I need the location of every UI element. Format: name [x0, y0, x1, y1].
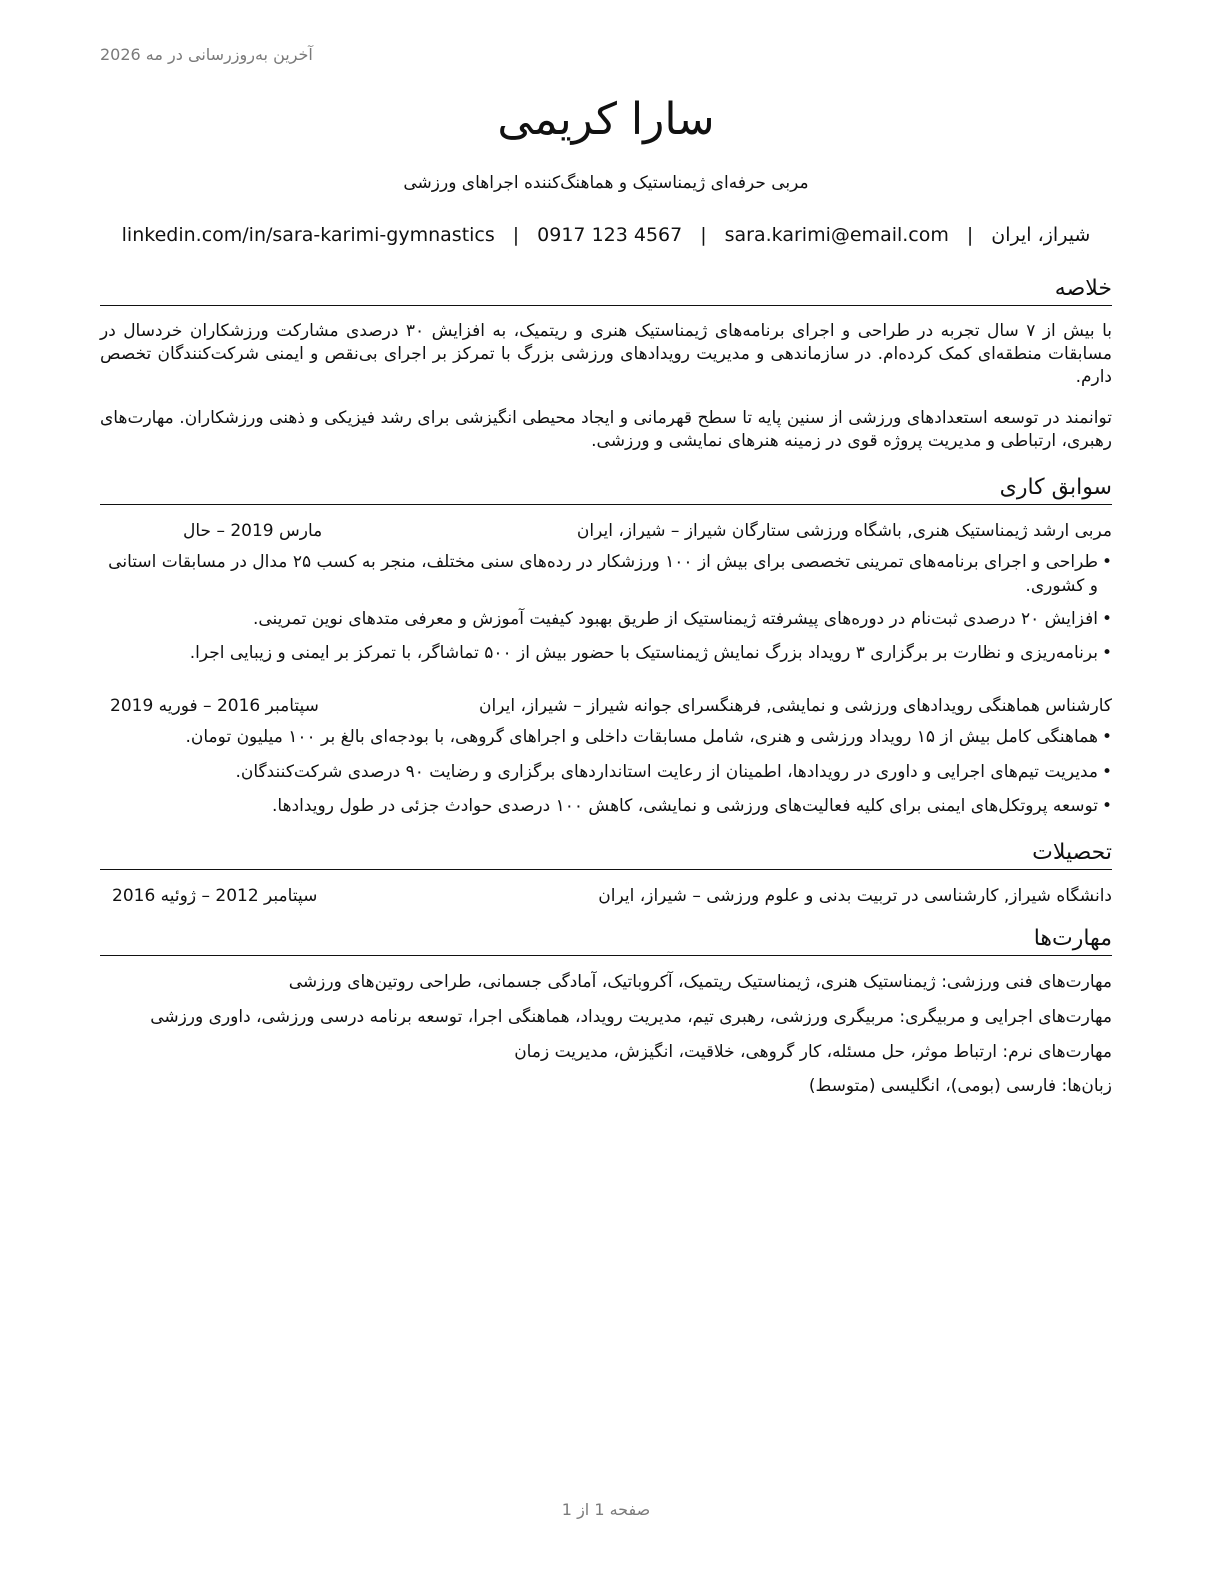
education-entry — [100, 882, 1112, 910]
education-title: دانشگاه شیراز, کارشناسی در تربیت بدنی و علوم ورزشی – شیراز، ایران — [598, 886, 1112, 906]
job-dates: مارس 2019 – حال — [183, 521, 323, 541]
contact-email[interactable]: sara.karimi@email.com — [724, 224, 949, 246]
job-header — [100, 692, 1112, 720]
job-bullet: • برنامه‌ریزی و نظارت بر برگزاری ۳ رویداد بزرگ نمایش ژیمناستیک با حضور بیش از ۵۰۰ تماشاگر، با تمرکز بر ایمنی و زیبایی اجرا. — [100, 641, 1112, 665]
summary-paragraph: توانمند در توسعه استعدادهای ورزشی از سنین پایه تا سطح قهرمانی و ایجاد محیطی انگیزشی برای رشد فیزیکی و ذهنی ورزشکاران. مهارت‌های رهبری، ارتباطی و مدیریت پروژه قوی در زمینه هنرهای نمایشی و ورزشی. — [100, 408, 1112, 451]
skill-line: مهارت‌های فنی ورزشی: ژیمناستیک هنری، ژیمناستیک ریتمیک، آکروباتیک، آمادگی جسمانی، طراحی روتین‌های ورزشی — [288, 972, 1112, 992]
experience-heading: سوابق کاری — [100, 473, 1112, 505]
page-number: صفحه 1 از 1 — [561, 1500, 651, 1519]
job-header — [100, 517, 1112, 545]
job-bullet: • طراحی و اجرای برنامه‌های تمرینی تخصصی برای بیش از ۱۰۰ ورزشکار در رده‌های سنی مختلف، منجر به کسب ۲۵ مدال در مسابقات استانی و کشوری. — [100, 550, 1112, 598]
job-title: مربی ارشد ژیمناستیک هنری, باشگاه ورزشی ستارگان شیراز – شیراز، ایران — [576, 521, 1112, 541]
education-dates: سپتامبر 2012 – ژوئیه 2016 — [112, 886, 318, 906]
job-bullet: • مدیریت تیم‌های اجرایی و داوری در رویدادها، اطمینان از رعایت استانداردهای برگزاری و رضایت ۹۰ درصدی شرکت‌کنندگان. — [100, 760, 1112, 784]
contact-linkedin[interactable]: linkedin.com/in/sara-karimi-gymnastics — [121, 224, 495, 246]
job-bullet: • افزایش ۲۰ درصدی ثبت‌نام در دوره‌های پیشرفته ژیمناستیک از طریق بهبود کیفیت آموزش و معرفی متدهای نوین تمرینی. — [100, 607, 1112, 631]
contact-separator: | — [700, 224, 707, 246]
skills-heading: مهارت‌ها — [100, 924, 1112, 956]
job-dates: سپتامبر 2016 – فوریه 2019 — [110, 696, 319, 716]
skill-line: مهارت‌های اجرایی و مربیگری: مربیگری ورزشی، رهبری تیم، مدیریت رویداد، هماهنگی اجرا، توسعه برنامه درسی ورزشی، داوری ورزشی — [150, 1007, 1112, 1027]
skill-line: مهارت‌های نرم: ارتباط موثر، حل مسئله، کار گروهی، خلاقیت، انگیزش، مدیریت زمان — [514, 1042, 1112, 1062]
contact-separator: | — [966, 224, 974, 246]
skill-line: زبان‌ها: فارسی (بومی)، انگلیسی (متوسط) — [808, 1076, 1112, 1096]
candidate-tagline: مربی حرفه‌ای ژیمناستیک و هماهنگ‌کننده اجراهای ورزشی — [403, 173, 809, 193]
candidate-name: سارا کریمی — [497, 94, 715, 145]
education-heading: تحصیلات — [100, 838, 1112, 870]
summary-heading: خلاصه — [100, 274, 1112, 306]
last-updated-note: آخرین به‌روزرسانی در مه 2026 — [100, 45, 313, 64]
job-bullet: • توسعه پروتکل‌های ایمنی برای کلیه فعالیت‌های ورزشی و نمایشی، کاهش ۱۰۰ درصدی حوادث جزئی در طول رویدادها. — [100, 794, 1112, 818]
job-title: کارشناس هماهنگی رویدادهای ورزشی و نمایشی, فرهنگسرای جوانه شیراز – شیراز، ایران — [479, 696, 1112, 716]
summary-paragraph: با بیش از ۷ سال تجربه در طراحی و اجرای برنامه‌های ژیمناستیک هنری و ریتمیک، به افزایش ۳۰ درصدی مشارکت ورزشکاران خردسال در مسابقات منطقه‌ای کمک کرده‌ام. در سازماندهی و مدیریت رویدادهای ورزشی بزرگ با تمرکز بر اجرای بی‌نقص و ایمنی شرکت‌کنندگان تخصص دارم. — [100, 321, 1112, 387]
contact-location: شیراز، ایران — [991, 224, 1091, 246]
contact-phone[interactable]: 0917 123 4567 — [537, 224, 683, 246]
job-bullet: • هماهنگی کامل بیش از ۱۵ رویداد ورزشی و هنری، شامل مسابقات داخلی و اجراهای گروهی، با بودجه‌ای بالغ بر ۱۰۰ میلیون تومان. — [100, 725, 1112, 749]
resume-page — [100, 0, 1112, 1584]
contact-separator: | — [512, 224, 520, 246]
contact-line — [100, 220, 1112, 250]
